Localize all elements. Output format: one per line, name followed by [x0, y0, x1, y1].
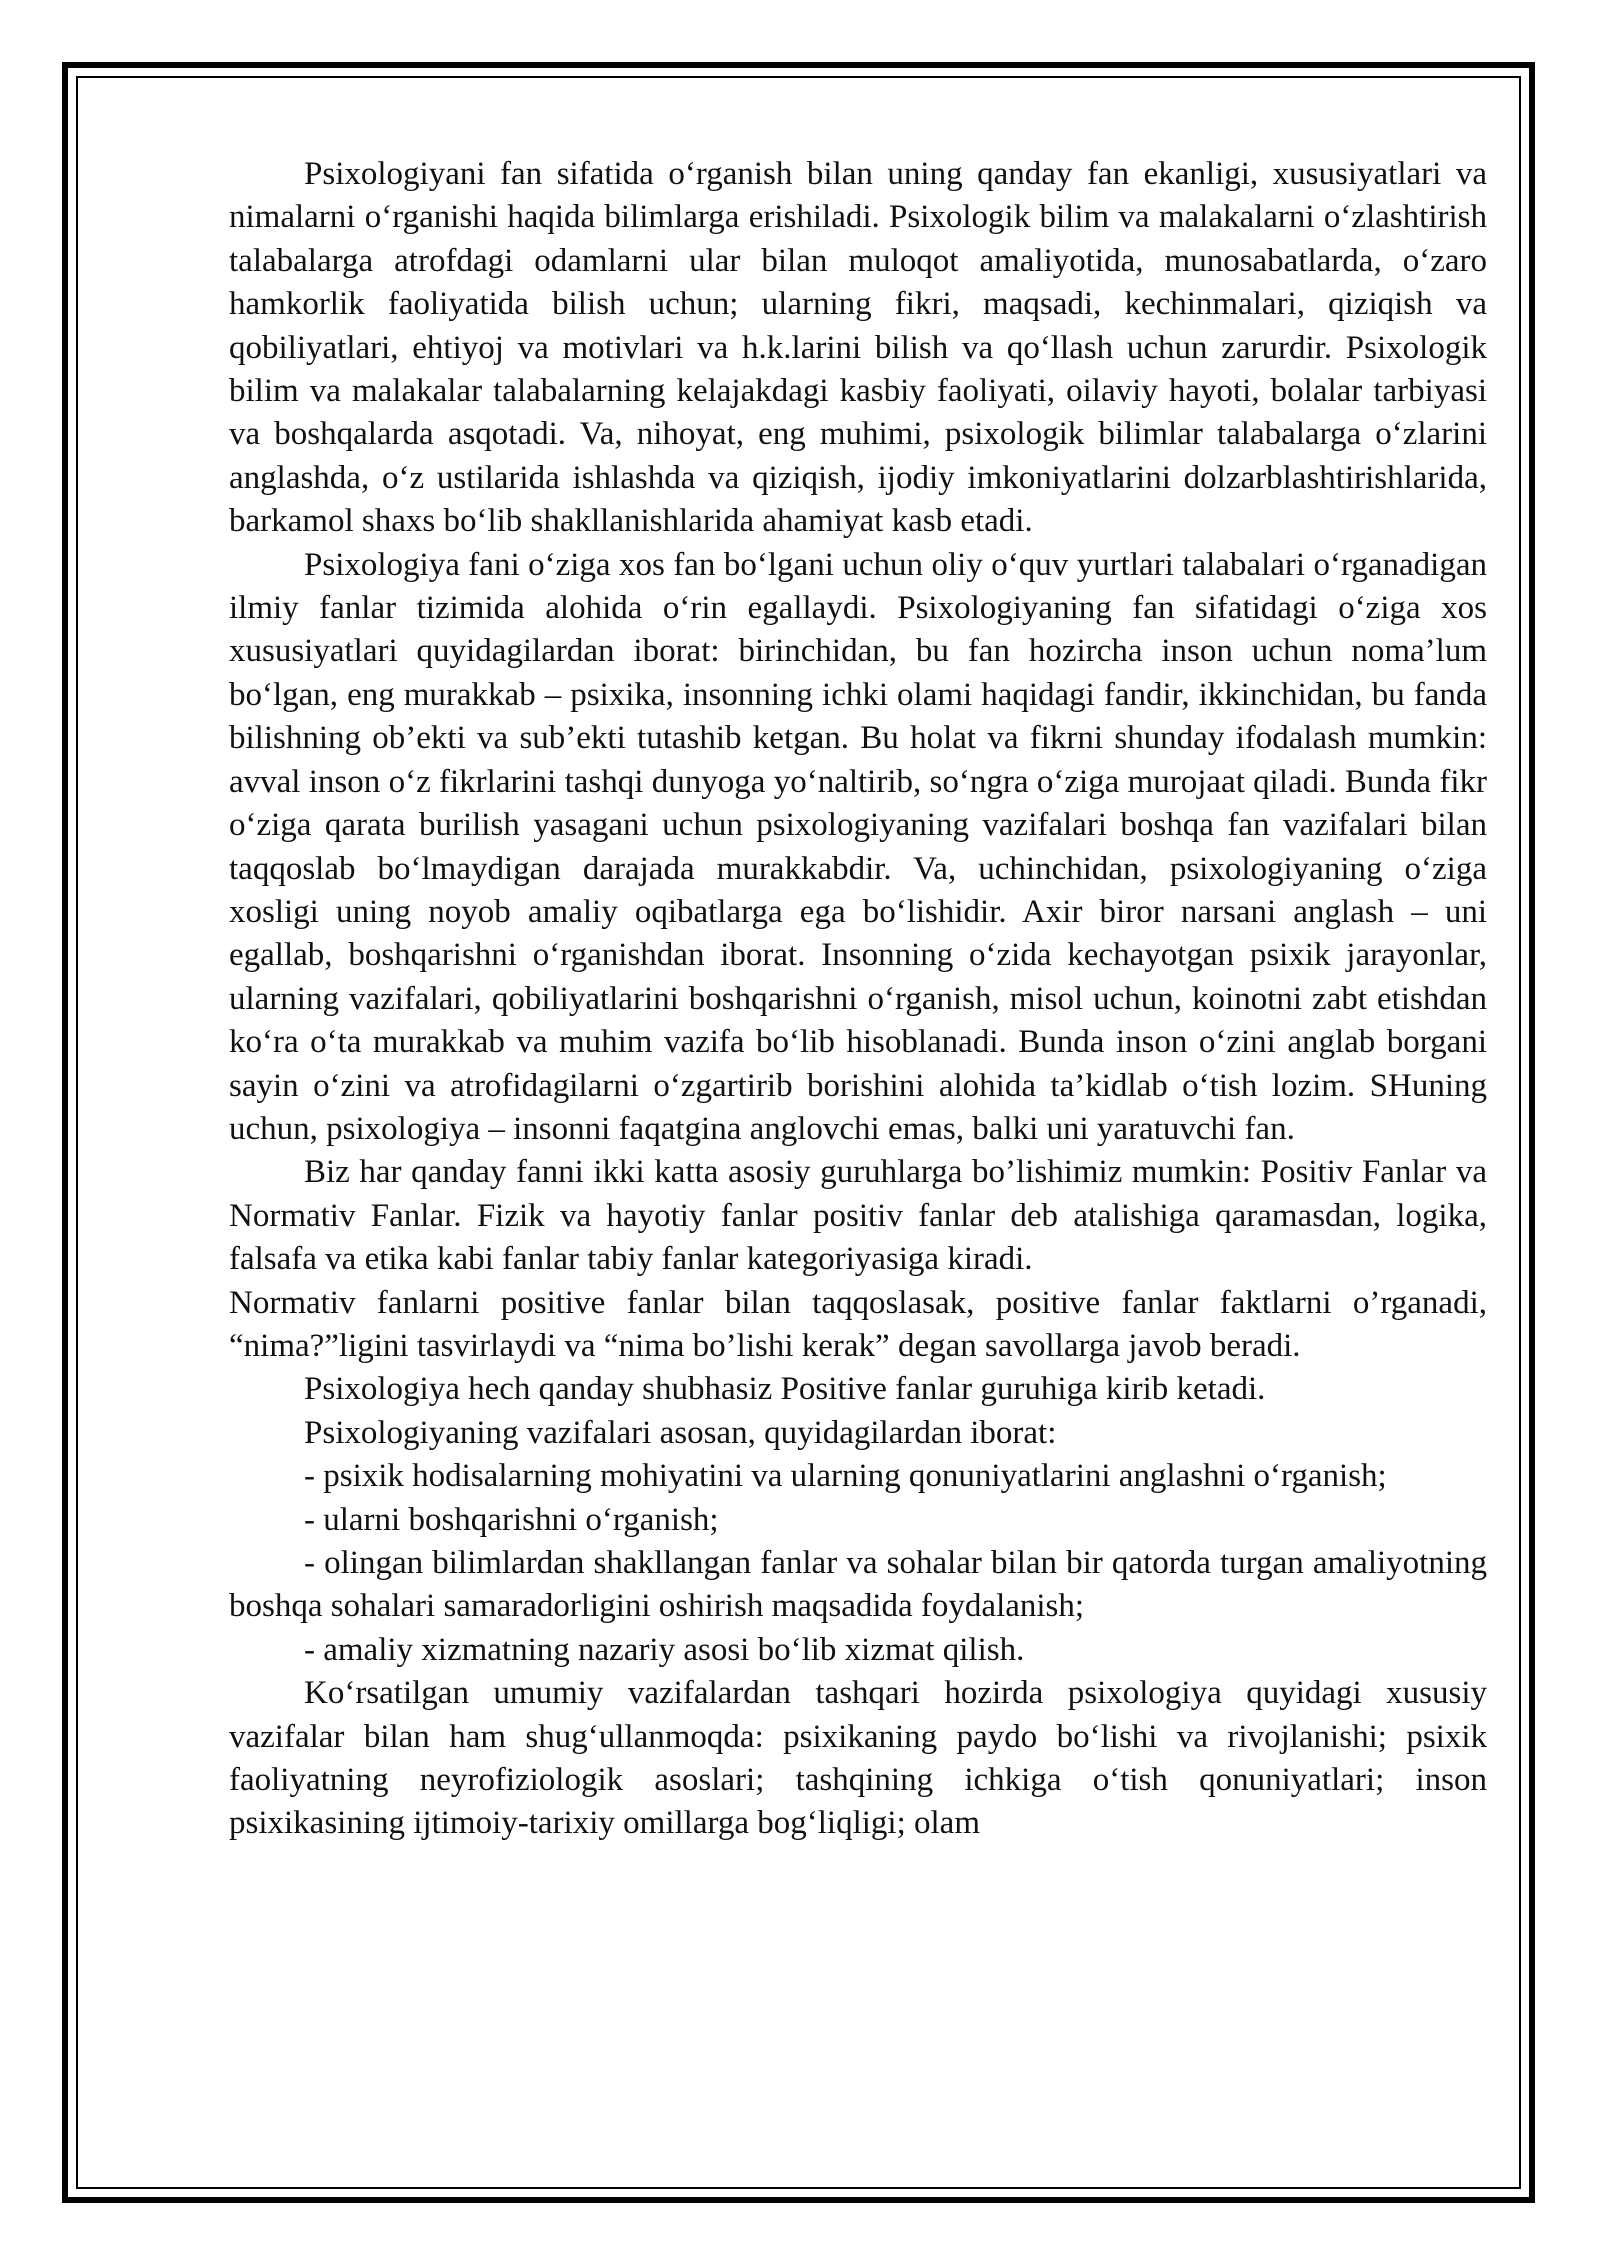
paragraph-tasks-heading: Psixologiyaning vazifalari asosan, quyidagilardan iborat: — [304, 1414, 1057, 1451]
document-body — [229, 153, 1487, 1846]
list-item-task: - amaliy xizmatning nazariy asosi bo‘lib xizmat qilish. — [304, 1631, 1025, 1668]
paragraph-positive-normative-sciences: Biz har qanday fanni ikki katta asosiy guruhlarga bo’lishimiz mumkin: Positiv Fanlar va Normativ Fanlar. Fizik va hayotiy fanlar positiv fanlar deb atalishiga qaramasdan, logika, falsafa va etika kabi fanlar tabiy fanlar kategoriyasiga kiradi. — [229, 1154, 1487, 1278]
list-item-task: - psixik hodisalarning mohiyatini va ularning qonuniyatlarini anglashni o‘rganish; — [304, 1458, 1387, 1495]
paragraph-features-of-psychology: Psixologiya fani o‘ziga xos fan bo‘lgani uchun oliy o‘quv yurtlari talabalari o‘rganadigan ilmiy fanlar tizimida alohida o‘rin egallaydi. Psixologiyaning fan sifatidagi o‘ziga xos xususiyatlari quyidagilardan iborat: birinchidan, bu fan hozircha inson uchun noma’lum bo‘lgan, eng murakkab – psixika, insonning ichki olami haqidagi fandir, ikkinchidan, bu fanda bilishning ob’ekti va sub’ekti tutashib ketgan. Bu holat va fikrni shunday ifodalash mumkin: avval inson o‘z fikrlarini tashqi dunyoga yo‘naltirib, so‘ngra o‘ziga murojaat qiladi. Bunda fikr o‘ziga qarata burilish yasagani uchun psixologiyaning vazifalari boshqa fan vazifalari bilan taqqoslab bo‘lmaydigan darajada murakkabdir. Va, uchinchidan, psixologiyaning o‘ziga xosligi uning noyob amaliy oqibatlarga ega bo‘lishidir. Axir biror narsani anglash – uni egallab, boshqarishni o‘rganishdan iborat. Insonning o‘zida kechayotgan psixik jarayonlar, ularning vazifalari, qobiliyatlarini boshqarishni o‘rganish, misol uchun, koinotni zabt etishdan ko‘ra o‘ta murakkab va muhim vazifa bo‘lib hisoblanadi. Bunda inson o‘zini anglab borgani sayin o‘zini va atrofidagilarni o‘zgartirib borishini alohida ta’kidlab o‘tish lozim. SHuning uchun, psixologiya – insonni faqatgina anglovchi emas, balki uni yaratuvchi fan. — [229, 546, 1487, 1147]
list-item-task: - olingan bilimlardan shakllangan fanlar va sohalar bilan bir qatorda turgan amaliyotning boshqa sohalari samaradorligini oshirish maqsadida foydalanish; — [229, 1545, 1487, 1625]
paragraph-specific-tasks: Ko‘rsatilgan umumiy vazifalardan tashqari hozirda psixologiya quyidagi xususiy vazifalar bilan ham shug‘ullanmoqda: psixikaning paydo bo‘lishi va rivojlanishi; psixik faoliyatning neyrofiziologik asoslari; tashqining ichkiga o‘tish qonuniyatlari; inson psixikasining ijtimoiy-tarixiy omillarga bog‘liqligi; olam — [229, 1675, 1487, 1842]
list-item-task: - ularni boshqarishni o‘rganish; — [304, 1501, 719, 1538]
paragraph-psychology-as-science: Psixologiyani fan sifatida o‘rganish bilan uning qanday fan ekanligi, xususiyatlari va nimalarni o‘rganishi haqida bilimlarga erishiladi. Psixologik bilim va malakalarni o‘zlashtirish talabalarga atrofdagi odamlarni ular bilan muloqot amaliyotida, munosabatlarda, o‘zaro hamkorlik faoliyatida bilish uchun; ularning fikri, maqsadi, kechinmalari, qiziqish va qobiliyatlari, ehtiyoj va motivlari va h.k.larini bilish va qo‘llash uchun zarurdir. Psixologik bilim va malakalar talabalarning kelajakdagi kasbiy faoliyati, oilaviy hayoti, bolalar tarbiyasi va boshqalarda asqotadi. Va, nihoyat, eng muhimi, psixologik bilimlar talabalarga o‘zlarini anglashda, o‘z ustilarida ishlashda va qiziqish, ijodiy imkoniyatlarini dolzarblashtirishlarida, barkamol shaxs bo‘lib shakllanishlarida ahamiyat kasb etadi. — [229, 156, 1487, 540]
paragraph-psychology-positive-group: Psixologiya hech qanday shubhasiz Positive fanlar guruhiga kirib ketadi. — [304, 1371, 1266, 1408]
paragraph-normative-comparison: Normativ fanlarni positive fanlar bilan taqqoslasak, positive fanlar faktlarni o’rganadi, “nima?”ligini tasvirlaydi va “nima bo’lishi kerak” degan savollarga javob beradi. — [229, 1284, 1487, 1364]
